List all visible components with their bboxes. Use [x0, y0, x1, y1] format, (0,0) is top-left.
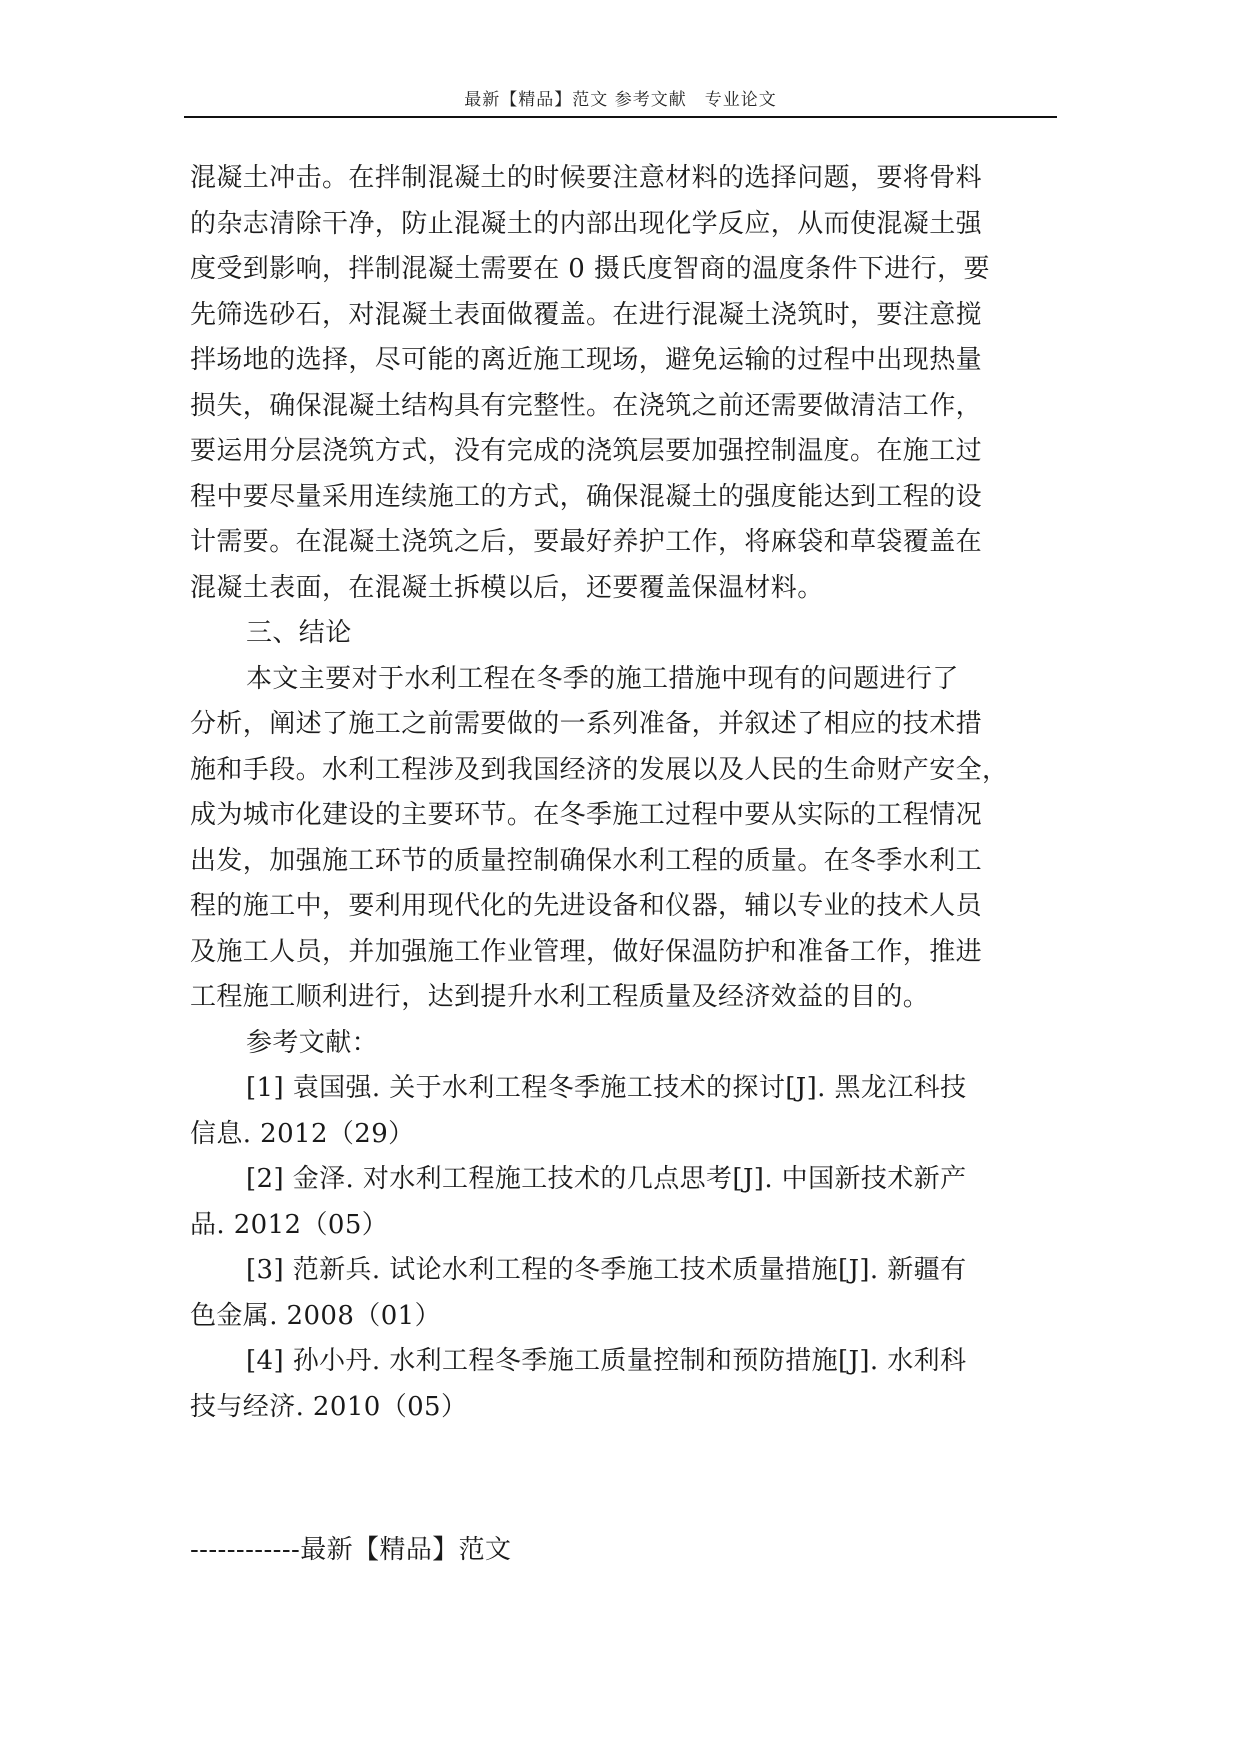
- page-footer: ------------最新【精品】范文: [190, 1535, 512, 1565]
- text-line: 色金属. 2008（01）: [190, 1300, 441, 1331]
- text-line: 工程施工顺利进行，达到提升水利工程质量及经济效益的目的。: [190, 982, 930, 1012]
- text-line: 损失，确保混凝土结构具有完整性。在浇筑之前还需要做清洁工作，: [190, 390, 983, 421]
- document-body: [190, 156, 1058, 1430]
- text-line: 的杂志清除干净，防止混凝土的内部出现化学反应，从而使混凝土强: [190, 208, 983, 239]
- text-line: 拌场地的选择，尽可能的离近施工现场，避免运输的过程中出现热量: [190, 345, 983, 375]
- text-line: 三、结论: [246, 618, 352, 648]
- text-line: 技与经济. 2010（05）: [190, 1391, 468, 1422]
- text-line: 要运用分层浇筑方式，没有完成的浇筑层要加强控制温度。在施工过: [190, 436, 983, 466]
- text-line: 程中要尽量采用连续施工的方式，确保混凝土的强度能达到工程的设: [190, 481, 983, 512]
- text-line: 参考文献：: [246, 1027, 379, 1058]
- text-line: 程的施工中，要利用现代化的先进设备和仪器，辅以专业的技术人员: [190, 891, 983, 921]
- text-line: 混凝土冲击。在拌制混凝土的时候要注意材料的选择问题，要将骨料: [190, 163, 983, 193]
- text-line: [3] 范新兵. 试论水利工程的冬季施工技术质量措施[J]. 新疆有: [246, 1255, 967, 1285]
- text-line: 混凝土表面，在混凝土拆模以后，还要覆盖保温材料。: [190, 572, 824, 603]
- text-line: 分析，阐述了施工之前需要做的一系列准备，并叙述了相应的技术措: [190, 709, 983, 739]
- text-line: 信息. 2012（29）: [190, 1118, 415, 1149]
- text-line: [1] 袁国强. 关于水利工程冬季施工技术的探讨[J]. 黑龙江科技: [246, 1073, 967, 1103]
- text-line: [2] 金泽. 对水利工程施工技术的几点思考[J]. 中国新技术新产: [246, 1164, 967, 1194]
- text-line: 度受到影响，拌制混凝土需要在 0 摄氏度智商的温度条件下进行，要: [190, 254, 990, 284]
- text-line: 本文主要对于水利工程在冬季的施工措施中现有的问题进行了: [246, 663, 959, 694]
- text-line: [4] 孙小丹. 水利工程冬季施工质量控制和预防措施[J]. 水利科: [246, 1346, 967, 1376]
- text-line: 出发，加强施工环节的质量控制确保水利工程的质量。在冬季水利工: [190, 845, 983, 876]
- header-rule: [184, 116, 1057, 118]
- text-line: 施和手段。水利工程涉及到我国经济的发展以及人民的生命财产安全，: [190, 754, 1009, 785]
- text-line: 计需要。在混凝土浇筑之后，要最好养护工作，将麻袋和草袋覆盖在: [190, 527, 983, 557]
- text-line: 先筛选砂石，对混凝土表面做覆盖。在进行混凝土浇筑时，要注意搅: [190, 299, 983, 330]
- page-header: 最新【精品】范文 参考文献 专业论文: [464, 90, 777, 110]
- text-line: 品. 2012（05）: [190, 1209, 389, 1240]
- text-line: 及施工人员，并加强施工作业管理，做好保温防护和准备工作，推进: [190, 936, 983, 967]
- text-line: 成为城市化建设的主要环节。在冬季施工过程中要从实际的工程情况: [190, 800, 983, 830]
